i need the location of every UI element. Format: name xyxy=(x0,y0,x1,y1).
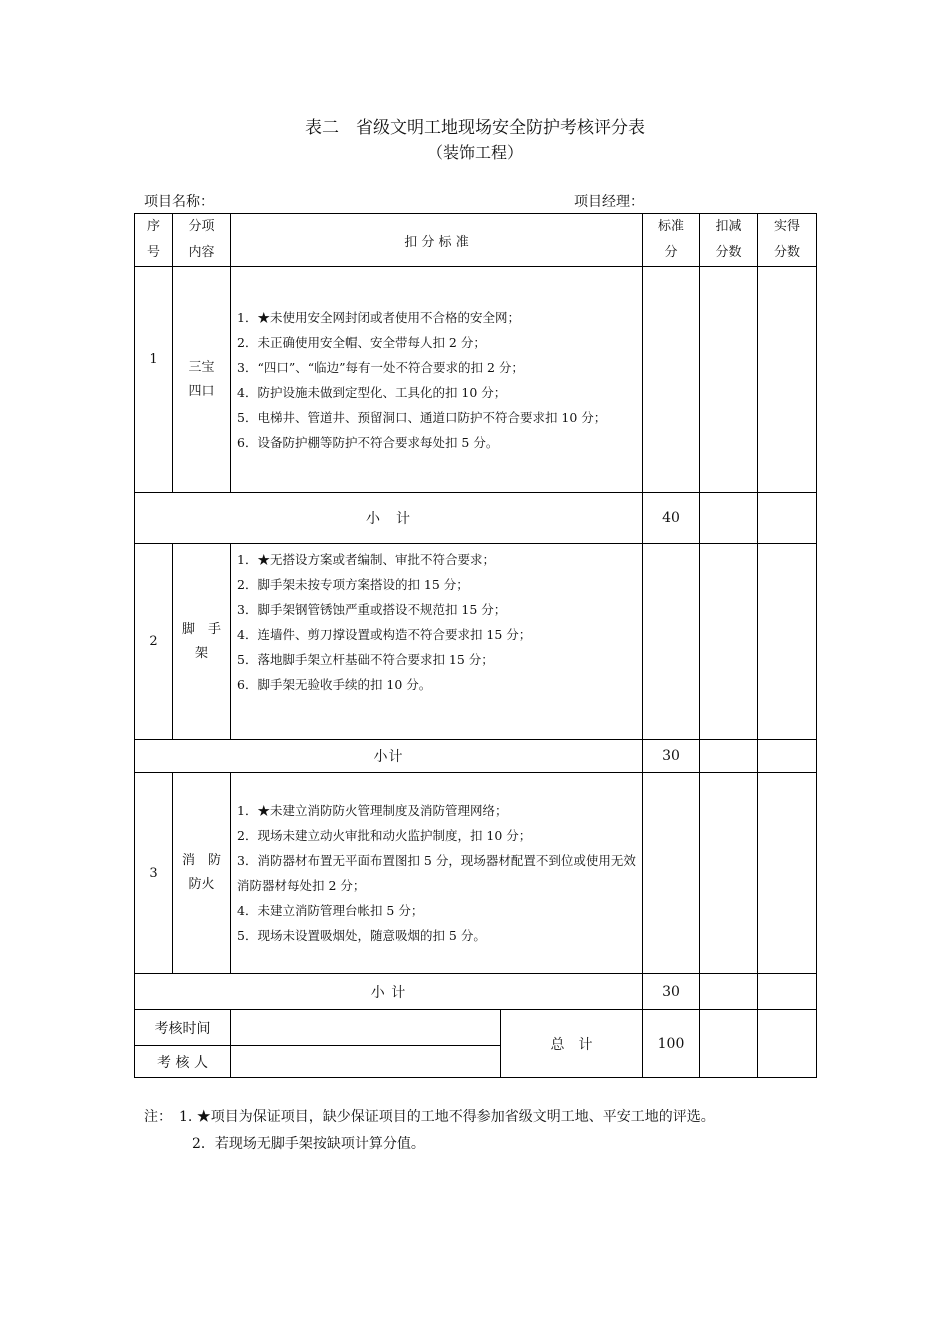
subtotal-actual-cell xyxy=(758,740,817,773)
subtotal-row xyxy=(135,974,817,1010)
subtotal-deduction-cell xyxy=(700,974,758,1010)
criteria-item: 3．脚手架钢管锈蚀严重或搭设不规范扣 15 分； xyxy=(237,602,507,617)
section-seq: 2 xyxy=(135,544,173,740)
exam-time-field[interactable] xyxy=(231,1010,501,1046)
subtotal-actual-cell xyxy=(758,974,817,1010)
page-subtitle: （装饰工程） xyxy=(426,143,523,162)
criteria-item: 6．设备防护棚等防护不符合要求每处扣 5 分。 xyxy=(237,434,499,450)
page-title: 表二 省级文明工地现场安全防护考核评分表 xyxy=(305,118,645,138)
header-seq: 序 号 xyxy=(135,214,173,267)
exam-time-row xyxy=(135,1010,817,1046)
total-actual-cell xyxy=(758,1010,817,1078)
criteria-item: 3．消防器材布置无平面布置图扣 5 分，现场器材配置不到位或使用无效消防器材每处扣 2 分； xyxy=(237,853,636,893)
project-name-label: 项目名称： xyxy=(144,194,214,210)
criteria-item: 1．★无搭设方案或者编制、审批不符合要求； xyxy=(237,552,495,567)
subtotal-value: 40 xyxy=(643,493,700,544)
section-category: 消 防 防火 xyxy=(173,773,231,974)
criteria-item: 4．连墙件、剪刀撑设置或构造不符合要求扣 15 分； xyxy=(237,627,532,642)
section-standard-cell xyxy=(643,544,700,740)
criteria-item: 4．防护设施未做到定型化、工具化的扣 10 分； xyxy=(237,384,507,400)
header-deduction: 扣减 分数 xyxy=(700,214,758,267)
note-line-1: 注： 1. ★项目为保证项目，缺少保证项目的工地不得参加省级文明工地、平安工地的评选。 xyxy=(144,1109,715,1125)
project-manager-label: 项目经理： xyxy=(574,194,644,210)
section-criteria xyxy=(231,773,643,974)
section-row xyxy=(135,773,817,974)
criteria-item: 2．未正确使用安全帽、安全带每人扣 2 分； xyxy=(237,334,486,350)
header-category: 分项 内容 xyxy=(173,214,231,267)
section-actual-cell xyxy=(758,773,817,974)
subtotal-label: 小计 xyxy=(135,740,643,773)
section-criteria xyxy=(231,544,643,740)
subtotal-deduction-cell xyxy=(700,740,758,773)
section-standard-cell xyxy=(643,773,700,974)
section-row xyxy=(135,544,817,740)
section-deduction-cell xyxy=(700,267,758,493)
section-category: 脚 手 架 xyxy=(173,544,231,740)
subtotal-label: 小 计 xyxy=(135,493,643,544)
section-deduction-cell xyxy=(700,544,758,740)
section-actual-cell xyxy=(758,267,817,493)
subtotal-actual-cell xyxy=(758,493,817,544)
header-standard-score: 标准 分 xyxy=(643,214,700,267)
section-deduction-cell xyxy=(700,773,758,974)
examiner-label: 考 核 人 xyxy=(135,1046,231,1078)
subtotal-row xyxy=(135,493,817,544)
header-criteria: 扣 分 标 准 xyxy=(231,214,643,267)
header-row xyxy=(135,214,817,267)
criteria-item: 2．脚手架未按专项方案搭设的扣 15 分； xyxy=(237,577,469,592)
criteria-item: 6．脚手架无验收手续的扣 10 分。 xyxy=(237,677,432,692)
section-criteria xyxy=(231,267,643,493)
score-table xyxy=(134,213,817,1078)
notes xyxy=(144,1104,715,1158)
criteria-item: 4．未建立消防管理台帐扣 5 分； xyxy=(237,903,424,918)
section-standard-cell xyxy=(643,267,700,493)
header-actual-score: 实得 分数 xyxy=(758,214,817,267)
section-category: 三宝 四口 xyxy=(173,267,231,493)
total-value: 100 xyxy=(643,1010,700,1078)
criteria-item: 1．★未建立消防防火管理制度及消防管理网络； xyxy=(237,803,508,818)
note-line-2: 2．若现场无脚手架按缺项计算分值。 xyxy=(192,1136,425,1152)
subtotal-row xyxy=(135,740,817,773)
criteria-item: 1．★未使用安全网封闭或者使用不合格的安全网； xyxy=(237,309,520,325)
section-seq: 3 xyxy=(135,773,173,974)
criteria-item: 5．落地脚手架立杆基础不符合要求扣 15 分； xyxy=(237,652,494,667)
criteria-item: 5．电梯井、管道井、预留洞口、通道口防护不符合要求扣 10 分； xyxy=(237,409,607,425)
examiner-field[interactable] xyxy=(231,1046,501,1078)
subtotal-label: 小 计 xyxy=(135,974,643,1010)
criteria-item: 5．现场未设置吸烟处，随意吸烟的扣 5 分。 xyxy=(237,928,486,943)
section-row xyxy=(135,267,817,493)
exam-time-label: 考核时间 xyxy=(135,1010,231,1046)
criteria-item: 2．现场未建立动火审批和动火监护制度，扣 10 分； xyxy=(237,828,532,843)
criteria-item: 3．“四口”、“临边”每有一处不符合要求的扣 2 分； xyxy=(237,359,524,375)
total-label: 总 计 xyxy=(501,1010,643,1078)
total-deduction-cell xyxy=(700,1010,758,1078)
subtotal-deduction-cell xyxy=(700,493,758,544)
section-seq: 1 xyxy=(135,267,173,493)
subtotal-value: 30 xyxy=(643,974,700,1010)
section-actual-cell xyxy=(758,544,817,740)
subtotal-value: 30 xyxy=(643,740,700,773)
